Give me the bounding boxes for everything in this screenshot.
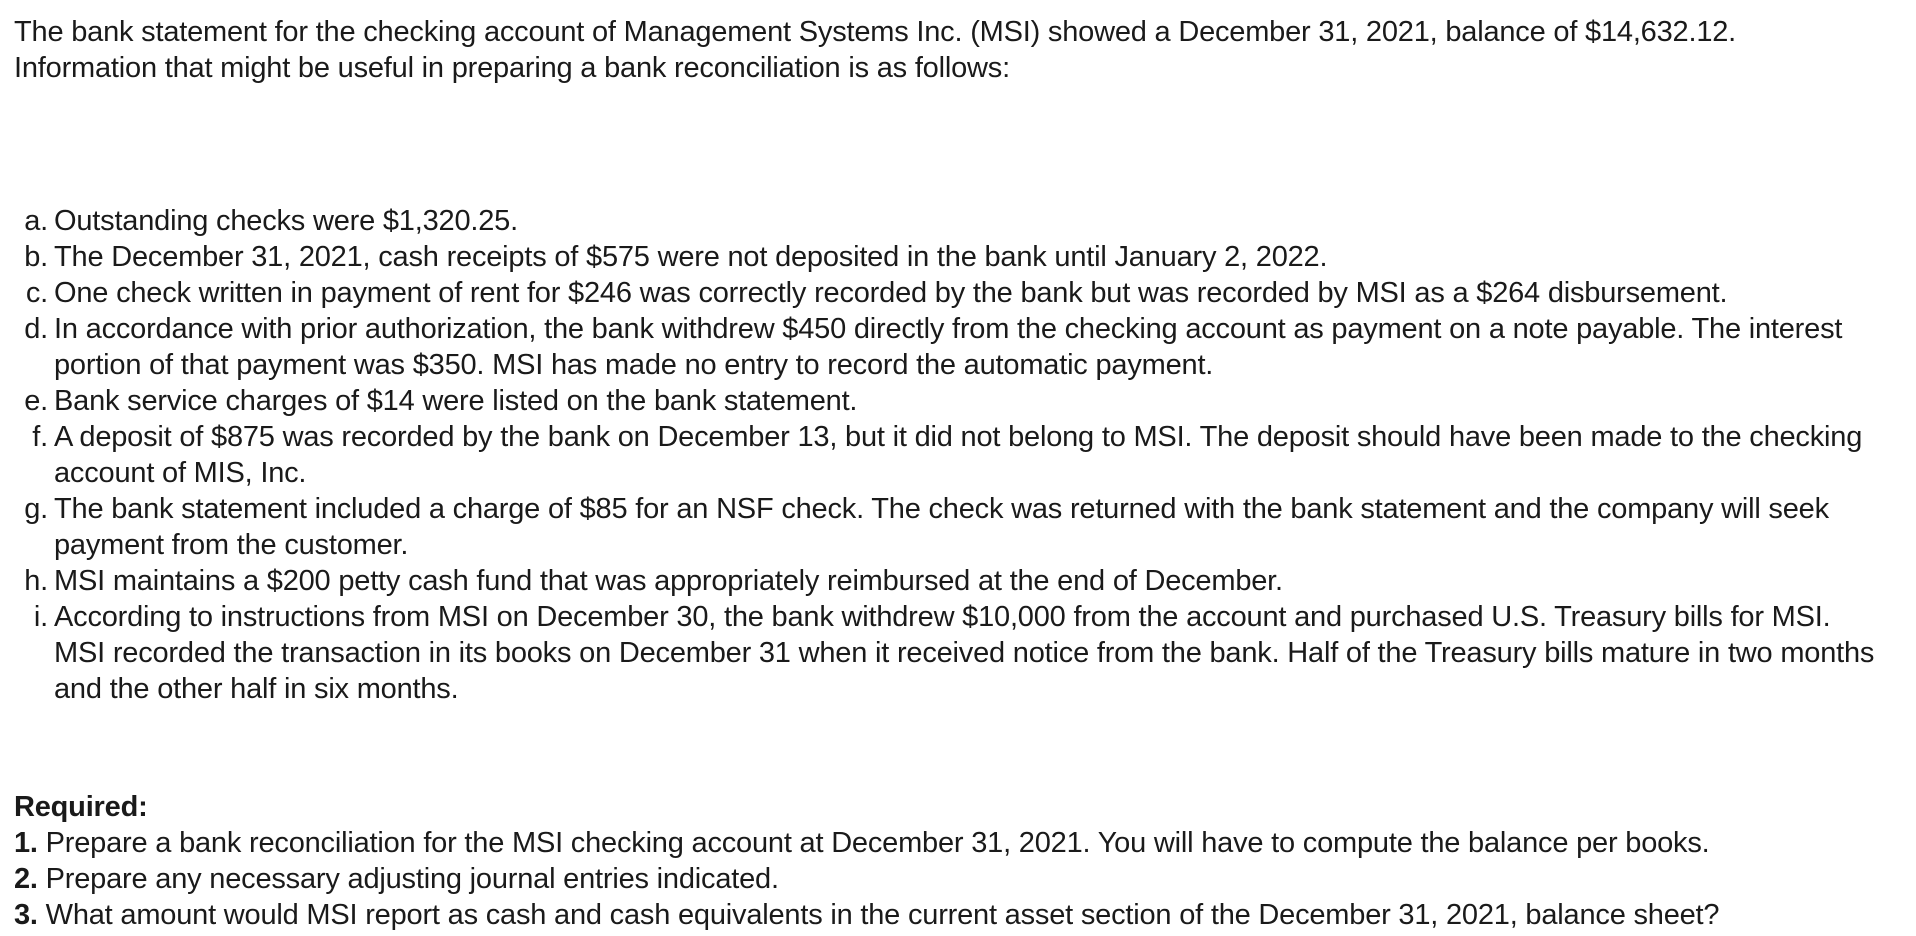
- list-item-c: [14, 275, 1876, 311]
- requirement-text: Prepare a bank reconciliation for the MSI checking account at December 31, 2021. You will have to compute the balance per books.: [37, 827, 1710, 859]
- item-text: Bank service charges of $14 were listed on the bank statement.: [54, 385, 858, 417]
- item-marker: g.: [24, 493, 48, 525]
- item-text: According to instructions from MSI on December 30, the bank withdrew $10,000 from the account and purchased U.S. Treasury bills for MSI. MSI recorded the transaction in its books on December 31 when it received notice from the bank. Half of the Treasury bills mature in two months and the other half in six months.: [54, 601, 1875, 705]
- item-marker: e.: [24, 385, 48, 417]
- requirement-text: What amount would MSI report as cash and cash equivalents in the current asset section of the December 31, 2021, balance sheet?: [37, 899, 1720, 931]
- item-text: MSI maintains a $200 petty cash fund that was appropriately reimbursed at the end of December.: [54, 565, 1283, 597]
- item-text: The bank statement included a charge of $85 for an NSF check. The check was returned with the bank statement and the company will seek payment from the customer.: [54, 493, 1829, 561]
- requirement-1: [14, 825, 1916, 861]
- list-item-e: [14, 383, 1876, 419]
- list-item-g: [14, 491, 1876, 563]
- requirement-number: 2.: [14, 863, 38, 895]
- item-marker: c.: [25, 277, 48, 309]
- item-marker: b.: [24, 241, 48, 273]
- item-marker: a.: [24, 205, 48, 237]
- requirement-3: [14, 897, 1916, 933]
- item-text: Outstanding checks were $1,320.25.: [54, 205, 518, 237]
- list-item-f: [14, 419, 1876, 491]
- item-marker: f.: [32, 421, 48, 453]
- list-item-d: [14, 311, 1876, 383]
- intro-line-1: The bank statement for the checking account of Management Systems Inc. (MSI) showed a December 31, 2021, balance of $14,632.12.: [14, 16, 1737, 48]
- information-list: [14, 203, 1916, 707]
- item-text: A deposit of $875 was recorded by the bank on December 13, but it did not belong to MSI. The deposit should have been made to the checking account of MIS, Inc.: [54, 421, 1863, 489]
- list-item-a: [14, 203, 1876, 239]
- intro-paragraph: [14, 14, 1916, 86]
- item-marker: h.: [24, 565, 48, 597]
- requirement-2: [14, 861, 1916, 897]
- list-item-i: [14, 599, 1876, 707]
- item-text: In accordance with prior authorization, the bank withdrew $450 directly from the checking account as payment on a note payable. The interest portion of that payment was $350. MSI has made no entry to record the automatic payment.: [54, 313, 1843, 381]
- required-section: [14, 789, 1916, 933]
- requirement-text: Prepare any necessary adjusting journal entries indicated.: [37, 863, 779, 895]
- requirement-number: 3.: [14, 899, 38, 931]
- item-text: The December 31, 2021, cash receipts of $575 were not deposited in the bank until January 2, 2022.: [54, 241, 1328, 273]
- list-item-h: [14, 563, 1876, 599]
- intro-line-2: Information that might be useful in preparing a bank reconciliation is as follows:: [14, 52, 1010, 84]
- requirement-number: 1.: [14, 827, 38, 859]
- list-item-b: [14, 239, 1876, 275]
- item-marker: i.: [33, 601, 48, 633]
- item-text: One check written in payment of rent for $246 was correctly recorded by the bank but was recorded by MSI as a $264 disbursement.: [54, 277, 1728, 309]
- item-marker: d.: [24, 313, 48, 345]
- required-heading: Required:: [14, 791, 148, 823]
